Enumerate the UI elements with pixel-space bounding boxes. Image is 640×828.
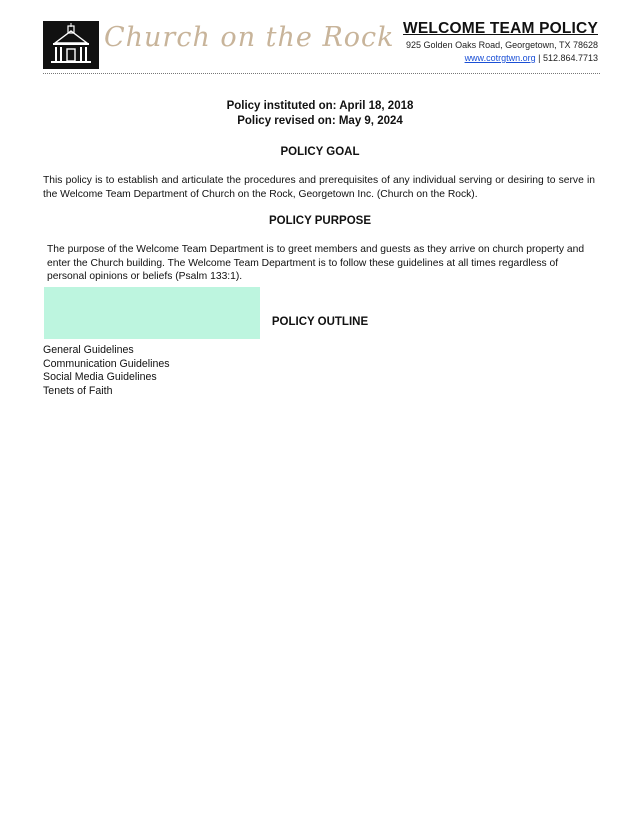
policy-outline-list (43, 344, 170, 398)
policy-purpose-heading: POLICY PURPOSE (268, 215, 372, 227)
policy-goal-text: This policy is to establish and articulate the procedures and prerequisites of any individual serving or desiring to serve in the Welcome Team Department of Church on the Rock, Georgetown Inc. (Church on the Rock). (43, 175, 595, 200)
contact-line (338, 52, 598, 65)
list-item: Social Media Guidelines (43, 371, 157, 384)
church-building-logo-icon (43, 21, 99, 69)
highlight-block (44, 287, 260, 339)
phone-number: 512.864.7713 (542, 53, 598, 63)
list-item: Communication Guidelines (43, 357, 170, 370)
list-item: General Guidelines (43, 344, 134, 356)
policy-instituted-date: Policy instituted on: April 18, 2018 (226, 100, 414, 112)
policy-purpose-text: The purpose of the Welcome Team Department is to greet members and guests as they arrive on church property and enter the Church building. The Welcome Team Department is to follow these guidelines at all times regardless of personal opinions or beliefs (Psalm 133:1). (47, 244, 585, 282)
policy-goal-heading: POLICY GOAL (280, 146, 360, 158)
website-link[interactable]: www.cotrgtwn.org (464, 53, 536, 63)
list-item: Tenets of Faith (43, 384, 113, 397)
header-info (338, 19, 598, 65)
policy-outline-heading: POLICY OUTLINE (271, 316, 369, 328)
church-name-logo: Church on the Rock (104, 22, 395, 53)
document-title: WELCOME TEAM POLICY (403, 20, 598, 37)
contact-separator: | (535, 53, 543, 63)
church-address: 925 Golden Oaks Road, Georgetown, TX 78628 (406, 40, 598, 50)
policy-revised-date: Policy revised on: May 9, 2024 (237, 115, 403, 127)
header-divider (43, 73, 600, 74)
